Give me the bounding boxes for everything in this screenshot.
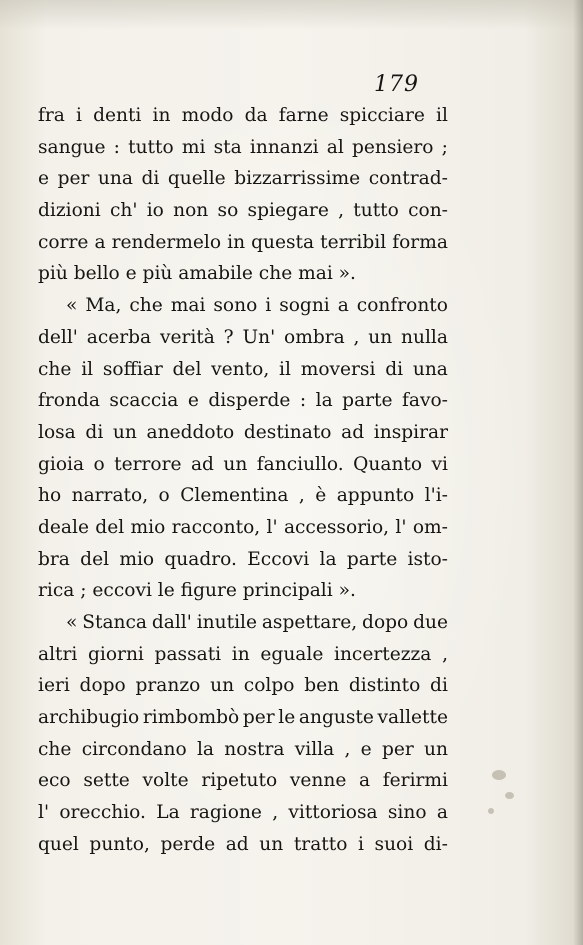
word: è xyxy=(315,485,327,507)
word: ieri xyxy=(38,675,70,697)
text-line xyxy=(38,607,448,639)
word: un xyxy=(259,833,284,855)
word: dizioni xyxy=(38,200,101,222)
word: dall' xyxy=(151,612,192,633)
word: soffiar xyxy=(102,358,163,380)
word: parte xyxy=(346,548,398,570)
word: i xyxy=(358,833,364,855)
text-line xyxy=(38,354,448,386)
word: punto, xyxy=(89,833,150,855)
foxing-spot xyxy=(488,808,494,814)
word: Ma, xyxy=(85,295,122,317)
word: ragione xyxy=(189,802,262,824)
word: per xyxy=(381,738,414,760)
word: fra xyxy=(38,105,65,126)
word: dopo xyxy=(362,612,409,633)
word: spicciare xyxy=(339,105,425,126)
word: circondano xyxy=(81,738,187,760)
text-line xyxy=(38,385,448,417)
word: questa xyxy=(251,231,315,253)
word: fronda xyxy=(38,390,100,412)
word: spiegare xyxy=(247,200,329,222)
text-line xyxy=(38,575,448,607)
word: un xyxy=(424,738,448,760)
word: la xyxy=(315,390,333,412)
word: di- xyxy=(423,833,448,855)
word: mai xyxy=(170,295,206,317)
text-line xyxy=(38,290,448,322)
word: i xyxy=(75,105,82,126)
word: disperde xyxy=(208,390,291,412)
word: quelle xyxy=(167,168,226,190)
word: l' xyxy=(266,516,278,538)
word: : xyxy=(113,136,120,158)
word: di xyxy=(430,675,448,697)
word: una xyxy=(97,168,133,190)
word: sono xyxy=(213,295,258,317)
text-line xyxy=(38,227,448,259)
word: del xyxy=(172,358,202,380)
word: nulla xyxy=(401,326,448,348)
word: scaccia xyxy=(109,390,179,412)
word: bra xyxy=(38,548,70,570)
text-line xyxy=(38,702,448,734)
word: dopo xyxy=(79,675,126,697)
word: archibugio xyxy=(38,707,140,729)
text-line xyxy=(38,512,448,544)
word: inspirar xyxy=(373,421,448,443)
word: per xyxy=(57,168,90,190)
word: la xyxy=(196,738,215,760)
word: ad xyxy=(341,421,365,443)
word: aspettare, xyxy=(261,612,358,633)
word: quadro. xyxy=(164,548,237,570)
word: una xyxy=(412,358,448,380)
word: il xyxy=(279,358,291,380)
word: rendermelo xyxy=(111,231,222,253)
word: e xyxy=(187,390,199,412)
word: Quanto xyxy=(353,453,423,475)
word: verità xyxy=(159,326,215,348)
word: om- xyxy=(412,516,448,538)
word: o xyxy=(93,453,105,475)
word: e xyxy=(360,738,372,760)
word: tratto xyxy=(293,833,348,855)
text-line xyxy=(38,797,448,829)
word: modo xyxy=(181,105,234,126)
word: in xyxy=(152,105,171,126)
word: vallette xyxy=(377,707,448,729)
word: ; xyxy=(441,136,448,158)
text-line xyxy=(38,449,448,481)
word: destinato xyxy=(243,421,332,443)
word: perde xyxy=(160,833,216,855)
foxing-spot xyxy=(492,770,506,780)
word: l' xyxy=(38,802,50,824)
text-line xyxy=(38,417,448,449)
word: forma xyxy=(392,231,448,253)
word: ad xyxy=(225,833,249,855)
text-line xyxy=(38,639,448,671)
word: eco xyxy=(38,770,71,792)
word: per xyxy=(242,707,275,729)
word: accessorio, xyxy=(283,516,390,538)
word: il xyxy=(81,358,94,380)
word: il xyxy=(436,105,448,126)
word: , xyxy=(344,738,351,760)
word: terribil xyxy=(320,231,387,253)
word: un xyxy=(112,421,137,443)
word: vittoriosa xyxy=(288,802,378,824)
word: vento, xyxy=(211,358,270,380)
word: orecchio. xyxy=(59,802,146,824)
word: quel xyxy=(38,833,79,855)
word: sette xyxy=(83,770,130,792)
word: eguale xyxy=(260,643,324,665)
word: inutile xyxy=(196,612,257,633)
word: anguste xyxy=(298,707,374,729)
word: pensiero xyxy=(351,136,434,158)
word: l'i- xyxy=(424,485,448,507)
word: venne xyxy=(289,770,347,792)
word: , xyxy=(338,200,344,222)
word: nostra xyxy=(224,738,285,760)
word: bizzarrissime xyxy=(234,168,361,190)
word: Eccovi xyxy=(247,548,310,570)
word: giorni xyxy=(88,643,144,665)
word: e xyxy=(38,168,50,190)
page-top-shadow xyxy=(0,0,583,30)
word: due xyxy=(413,612,448,633)
word: ombra xyxy=(284,326,345,348)
text-line xyxy=(38,258,448,290)
text-line xyxy=(38,100,448,132)
word: corre xyxy=(38,231,89,253)
word: al xyxy=(326,136,344,158)
text-line xyxy=(38,765,448,797)
word: più bello e più amabile che mai ». xyxy=(38,263,356,285)
word: mi xyxy=(181,136,206,158)
word: moversi xyxy=(300,358,376,380)
word: contrad- xyxy=(368,168,448,190)
word: di xyxy=(385,358,404,380)
text-line xyxy=(38,480,448,512)
word: con- xyxy=(408,200,448,222)
word: gioia xyxy=(38,453,85,475)
word: confronto xyxy=(356,295,448,317)
word: Un' xyxy=(242,326,276,348)
word: da xyxy=(244,105,268,126)
word: o xyxy=(158,485,170,507)
word: pranzo xyxy=(135,675,201,697)
text-line xyxy=(38,132,448,164)
word: un xyxy=(210,675,235,697)
word: le xyxy=(278,707,296,729)
word: che xyxy=(38,358,72,380)
text-line xyxy=(38,322,448,354)
word: un xyxy=(368,326,393,348)
word: favo- xyxy=(402,390,448,412)
word: sangue xyxy=(38,136,106,158)
word: , xyxy=(272,802,279,824)
word: terrore xyxy=(114,453,182,475)
word: fanciullo. xyxy=(256,453,344,475)
word: innanzi xyxy=(249,136,319,158)
word: ben xyxy=(304,675,340,697)
word: la xyxy=(319,548,337,570)
word: ? xyxy=(223,326,234,348)
word: del xyxy=(95,516,125,538)
word: denti xyxy=(93,105,142,126)
word: non xyxy=(173,200,209,222)
word: appunto xyxy=(336,485,415,507)
word: isto- xyxy=(407,548,448,570)
word: vi xyxy=(431,453,448,475)
word: colpo xyxy=(243,675,295,697)
word: tutto xyxy=(128,136,174,158)
word: Stanca xyxy=(82,612,148,633)
word: : xyxy=(299,390,307,412)
word: incertezza xyxy=(334,643,432,665)
word: mio xyxy=(119,548,155,570)
word: mio xyxy=(130,516,166,538)
word: di xyxy=(141,168,160,190)
word: racconto, xyxy=(171,516,261,538)
word: aneddoto xyxy=(146,421,235,443)
word: volte xyxy=(142,770,189,792)
text-line xyxy=(38,195,448,227)
word: ho xyxy=(38,485,62,507)
word: , xyxy=(298,485,305,507)
word: io xyxy=(146,200,164,222)
word: La xyxy=(156,802,180,824)
word: losa xyxy=(38,421,76,443)
word: passati xyxy=(154,643,222,665)
word: , xyxy=(353,326,360,348)
text-line xyxy=(38,670,448,702)
word: a xyxy=(94,231,106,253)
text-line xyxy=(38,734,448,766)
word: farne xyxy=(278,105,329,126)
word: ferirmi xyxy=(382,770,448,792)
word: distinto xyxy=(348,675,421,697)
word: ad xyxy=(190,453,214,475)
word: l' xyxy=(395,516,407,538)
page-number: 179 xyxy=(374,72,419,97)
word: ripetuto xyxy=(201,770,278,792)
word: tutto xyxy=(353,200,399,222)
page-right-edge xyxy=(573,0,583,945)
word: , xyxy=(442,643,448,665)
word: altri xyxy=(38,643,78,665)
word: parte xyxy=(342,390,393,412)
foxing-spot xyxy=(505,792,514,799)
word: acerba xyxy=(86,326,152,348)
word: del xyxy=(80,548,110,570)
word: un xyxy=(223,453,248,475)
text-line xyxy=(38,163,448,195)
word: so xyxy=(217,200,239,222)
word: villa xyxy=(294,738,335,760)
text-line xyxy=(38,829,448,861)
word: a xyxy=(436,802,448,824)
word: narrato, xyxy=(71,485,149,507)
word: in xyxy=(231,643,250,665)
word: deale xyxy=(38,516,89,538)
text-line xyxy=(38,544,448,576)
word: a xyxy=(337,295,349,317)
word: sta xyxy=(213,136,242,158)
word: suoi xyxy=(374,833,414,855)
word: sogni xyxy=(279,295,330,317)
word: « xyxy=(66,295,78,317)
word: ch' xyxy=(109,200,138,222)
word: « xyxy=(66,612,78,633)
word: rimbombò xyxy=(142,707,240,729)
word: dell' xyxy=(38,326,78,348)
word: che xyxy=(129,295,163,317)
word: di xyxy=(85,421,104,443)
word: a xyxy=(359,770,371,792)
word: Clementina xyxy=(180,485,289,507)
word: rica ; eccovi le figure principali ». xyxy=(38,580,356,602)
word: i xyxy=(265,295,272,317)
word: che xyxy=(38,738,72,760)
body-text xyxy=(38,100,448,861)
word: in xyxy=(227,231,246,253)
word: sino xyxy=(387,802,427,824)
